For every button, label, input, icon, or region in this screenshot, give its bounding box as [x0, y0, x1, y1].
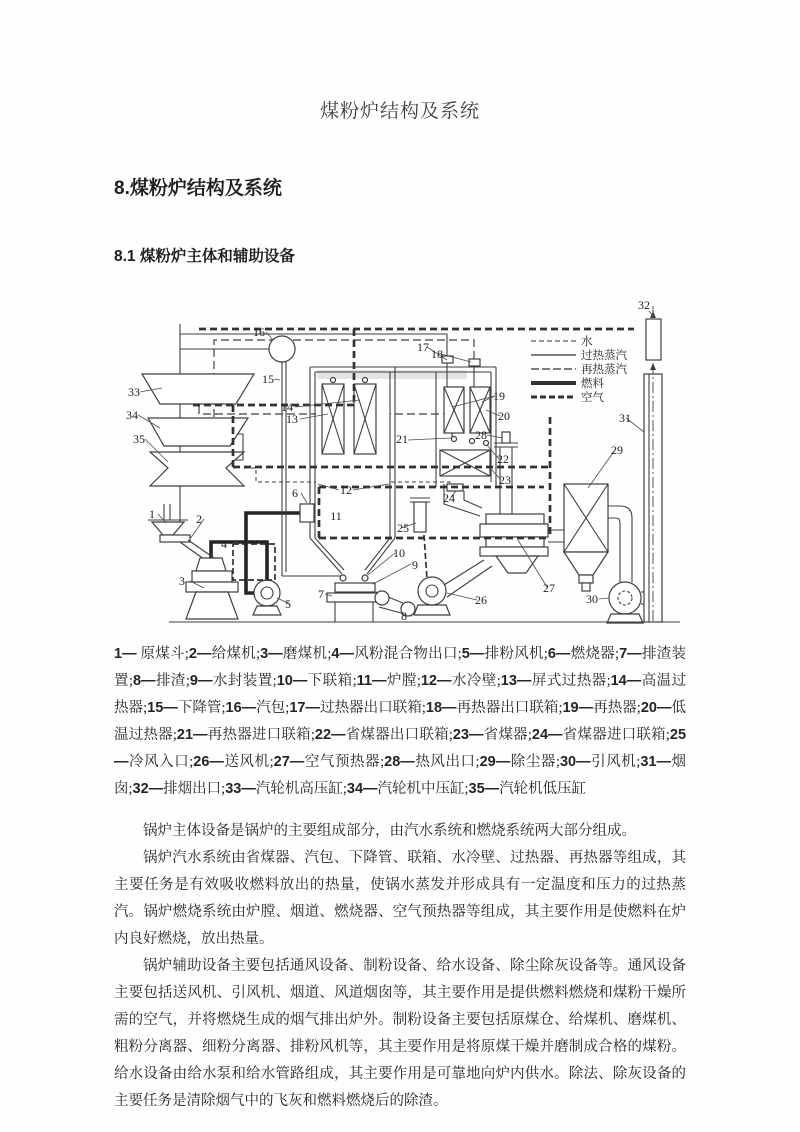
burner [300, 504, 314, 522]
figure-part-number: 29 [611, 443, 623, 457]
legend-label: 水 [581, 336, 593, 348]
figure-part-number: 7 [318, 587, 324, 601]
figure-part-number: 30 [586, 592, 598, 606]
figure-part-number: 3 [179, 574, 185, 588]
figure-caption: 1— 原煤斗;2—给煤机;3—磨煤机;4—风粉混合物出口;5—排粉风机;6—燃烧器;7—排渣装置;8—排渣;9—水封装置;10—下联箱;11—炉膛;12—水冷壁;13—屏式过热器;14—高温过热器;15—下降管;16—汽包;17—过热器出口联箱;18—再热器出口联箱;19—再热器;20—低温过热器;21—再热器进口联箱;22—省煤器出口联箱;23—省煤器;24—省煤器进口联箱;25—冷风入口;26—送风机;27—空气预热器;28—热风出口;29—除尘器;30—引风机;31—烟囱;32—排烟出口;33—汽轮机高压缸;34—汽轮机中压缸;35—汽轮机低压缸 [114, 646, 687, 797]
figure [114, 292, 686, 632]
figure-part-number: 6 [292, 486, 298, 500]
figure-legend [531, 334, 627, 404]
figure-part-number: 16 [253, 325, 265, 339]
body-paragraph: 锅炉辅助设备主要包括通风设备、制粉设备、给水设备、除尘除灰设备等。通风设备主要包括送风机、引风机、烟道、风道烟囱等，其主要作用是提供燃料燃烧和煤粉干燥所需的空气，并将燃烧生成的烟气排出炉外。制粉设备主要包括原煤仓、给煤机、磨煤机、粗粉分离器、细粉分离器、排粉风机等，其主要作用是将原煤干燥并磨制成合格的煤粉。给水设备由给水泵和给水管路组成，其主要作用是可靠地向炉内供水。除法、除灰设备的主要任务是清除烟气中的飞灰和燃料燃烧后的除渣。 [114, 958, 686, 1109]
cold-air-inlet [410, 498, 430, 532]
figure-part-number: 20 [498, 409, 510, 423]
figure-part-number: 25 [397, 521, 409, 535]
figure-part-number: 10 [393, 546, 405, 560]
body-paragraph: 锅炉汽水系统由省煤器、汽包、下降管、联箱、水冷壁、过热器、再热器等组成，其主要任务是有效吸收燃料放出的热量，使锅水蒸发并形成具有一定温度和压力的过热蒸汽。锅炉燃烧系统由炉膛、烟道、燃烧器、空气预热器等组成，其主要作用是使燃料在炉内良好燃烧，放出热量。 [114, 850, 686, 947]
chimney [644, 306, 662, 623]
section-heading: 8.煤粉炉结构及系统 [114, 178, 282, 199]
legend-label: 再热蒸汽 [581, 364, 627, 376]
figure-part-number: 11 [330, 509, 342, 523]
document-title: 煤粉炉结构及系统 [319, 101, 480, 122]
subsection-heading: 8.1 煤粉炉主体和辅助设备 [114, 248, 295, 265]
figure-part-number: 15 [262, 372, 274, 386]
figure-part-number: 17 [417, 340, 429, 354]
figure-part-number: 31 [619, 411, 631, 425]
induced-draft-fan [607, 582, 644, 623]
legend-label: 空气 [581, 392, 604, 404]
figure-part-number: 19 [493, 389, 505, 403]
figure-part-number: 9 [412, 558, 418, 572]
figure-part-number: 33 [128, 385, 140, 399]
figure-part-number: 2 [196, 512, 202, 526]
figure-part-number: 32 [638, 298, 650, 312]
figure-part-number: 27 [543, 581, 555, 595]
figure-part-number: 35 [133, 432, 145, 446]
exhauster-fan [253, 580, 281, 615]
figure-part-number: 8 [401, 609, 407, 623]
fan-duct [608, 518, 620, 582]
legend-label: 过热蒸汽 [581, 350, 627, 362]
figure-part-number: 18 [431, 347, 443, 361]
figure-part-number: 28 [475, 428, 487, 442]
figure-part-number: 24 [443, 491, 455, 505]
figure-part-number: 12 [340, 483, 352, 497]
turbine-set [142, 324, 254, 522]
air-preheater [480, 514, 548, 573]
legend-label: 燃料 [581, 378, 604, 390]
figure-part-number: 4 [221, 537, 227, 551]
figure-part-number: 13 [286, 412, 298, 426]
figure-part-number: 22 [497, 452, 509, 466]
figure-part-number: 26 [475, 593, 487, 607]
boiler-diagram [114, 292, 686, 632]
figure-part-number: 5 [285, 597, 291, 611]
figure-part-number: 23 [499, 473, 511, 487]
body-paragraph: 锅炉主体设备是锅炉的主要组成部分，由汽水系统和燃烧系统两大部分组成。 [143, 823, 636, 839]
figure-part-number: 14 [281, 400, 293, 414]
coal-feed-system [148, 504, 238, 619]
dust-collector [564, 484, 608, 591]
figure-part-number: 21 [396, 432, 408, 446]
figure-part-number: 1 [149, 507, 155, 521]
figure-part-number: 34 [126, 408, 138, 422]
